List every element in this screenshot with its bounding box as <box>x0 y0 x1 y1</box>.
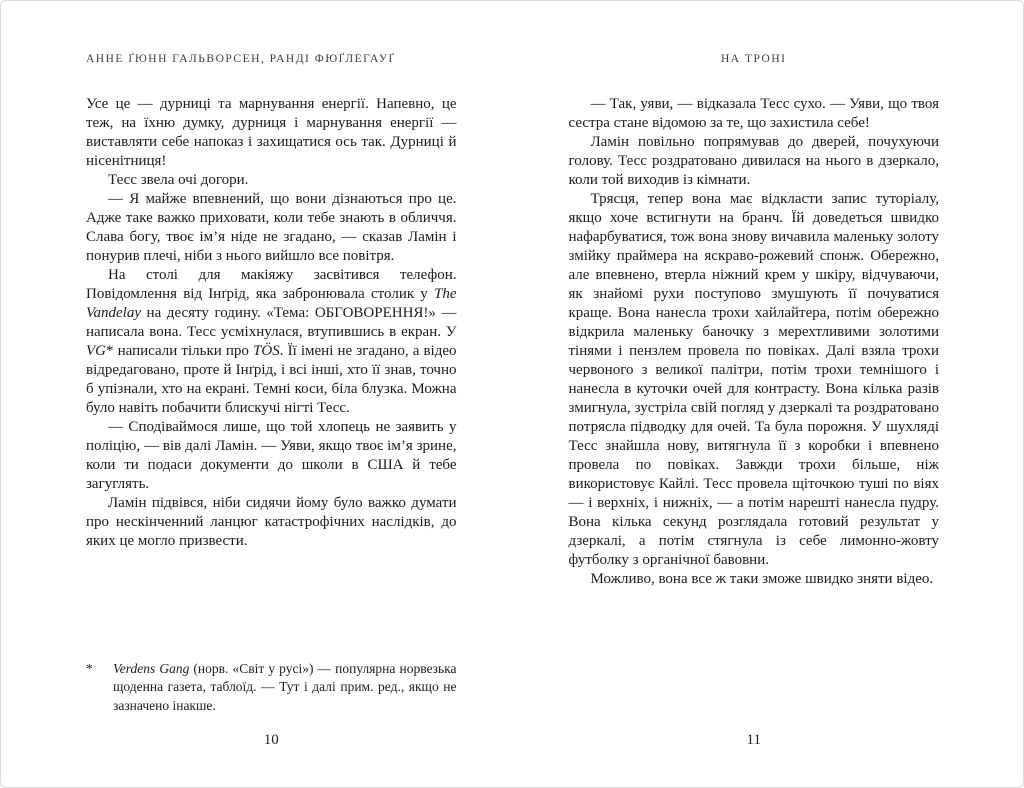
italic-text-run: The Vandelay <box>86 286 457 321</box>
two-page-layout <box>1 1 1023 753</box>
paragraph <box>86 418 457 494</box>
italic-text-run: VG <box>86 343 106 359</box>
paragraph <box>569 133 940 190</box>
text-run: Трясця, тепер вона має відкласти запис туторіалу, якщо хоче встигнути на бранч. Їй доведеться швидко нафарбуватися, тож вона знову вичавила маленьку золоту змійку праймера на яскраво-рожевий спонж. Обережно, але впевнено, втерла ніжний крем у шкіру, відчуваючи, як знайомі рухи поступово змушують її почуватися краще. Вона нанесла трохи хайлайтера, потім обережно відкрила маленьку баночку з мерехтливими золотими тінями і пензлем провела по повіках. Далі взяла трохи червоного з великої палітри, потім трохи темнішого і нанесла в куточки очей для контрасту. Вона кілька разів змигнула, зустріла свій погляд у дзеркалі та роздратовано потрясла підводку для очей. Та була порожня. У шухляді Тесс знайшла нову, витягнула її з коробки і впевнено провела по повіках. Завжди трохи більше, ніж використовує Кайлі. Тесс провела щіточкою туші по віях — і верхніх, і нижніх, — а потім нарешті нанесла пудру. Вона кілька секунд розглядала готовий результат у дзеркалі, а потім стягнула із себе лимонно-жовту футболку з органічної бавовни. <box>568 191 939 568</box>
text-run: — Сподіваймося лише, що той хлопець не заявить у поліцію, — вів далі Ламін. — Уяви, якщо твоє ім’я зрине, коли ти подаси документи до школи в США й тебе загуглять. <box>86 419 457 492</box>
paragraph <box>569 570 940 589</box>
paragraph <box>86 171 457 190</box>
page-body-left <box>86 95 457 551</box>
footnote-text <box>113 660 457 716</box>
text-run: на десяту годину. «Тема: ОБГОВОРЕННЯ!» — написала вона. Тесс усміхнулася, втупившись в екран. У <box>86 305 457 340</box>
italic-text-run: Verdens Gang <box>113 660 190 676</box>
paragraph <box>86 494 457 551</box>
paragraph <box>86 266 457 418</box>
footnote-marker: * <box>86 660 93 676</box>
page-right <box>569 53 940 753</box>
page-body-right <box>569 95 940 589</box>
text-run: Можливо, вона все ж таки зможе швидко зняти відео. <box>590 571 934 587</box>
text-run: . Її імені не згадано, а відео відредаговано, проте й Інґрід, і всі інші, хто її знав, точно б упізнали, хто на екрані. Темні коси, біла блузка. Можна було навіть побачити блискучі нігті Тесс. <box>86 343 457 416</box>
paragraph <box>86 190 457 266</box>
page-left <box>86 53 457 753</box>
text-run: — Так, уяви, — відказала Тесс сухо. — Уяви, що твоя сестра стане відомою за те, що захистила себе! <box>568 96 939 131</box>
text-run: Ламін підвівся, ніби сидячи йому було важко думати про нескінченний ланцюг катастрофічних наслідків, до яких це могло призвести. <box>86 495 457 549</box>
page-number-right: 11 <box>746 732 761 748</box>
paragraph <box>569 95 940 133</box>
footnote <box>86 660 457 716</box>
text-run: * написали тільки про <box>106 343 254 359</box>
text-run: Тесс звела очі догори. <box>108 172 249 188</box>
running-head-title: НА ТРОНІ <box>721 53 787 65</box>
paragraph <box>569 190 940 570</box>
text-run: Ламін повільно попрямував до дверей, почухуючи голову. Тесс роздратовано дивилася на нього в дзеркало, коли той виходив із кімнати. <box>568 134 939 188</box>
text-run: (норв. «Світ у русі») — популярна норвезька щоденна газета, таблоїд. — Тут і далі прим. ред., якщо не зазначено інакше. <box>113 660 457 713</box>
text-run: На столі для макіяжу засвітився телефон. Повідомлення від Інґрід, яка забронювала столик у <box>86 267 457 302</box>
paragraph <box>86 95 457 171</box>
text-run: Усе це — дурниці та марнування енергії. Напевно, це теж, на їхню думку, дурниця і марнування енергії — виставляти себе напоказ і захищатися ось так. Дурниці й нісенітниця! <box>86 96 457 169</box>
running-head-authors: АННЕ ҐЮНН ГАЛЬВОРСЕН, РАНДІ ФЮҐЛЕГАУҐ <box>86 53 396 65</box>
text-run: — Я майже впевнений, що вони дізнаються про це. Адже таке важко приховати, коли тебе знають в обличчя. Слава богу, твоє ім’я ніде не згадано, — сказав Ламін і понурив плечі, ніби з нього вийшло все повітря. <box>86 191 457 264</box>
italic-text-run: TÖS <box>253 343 280 359</box>
page-number-left: 10 <box>263 732 279 748</box>
